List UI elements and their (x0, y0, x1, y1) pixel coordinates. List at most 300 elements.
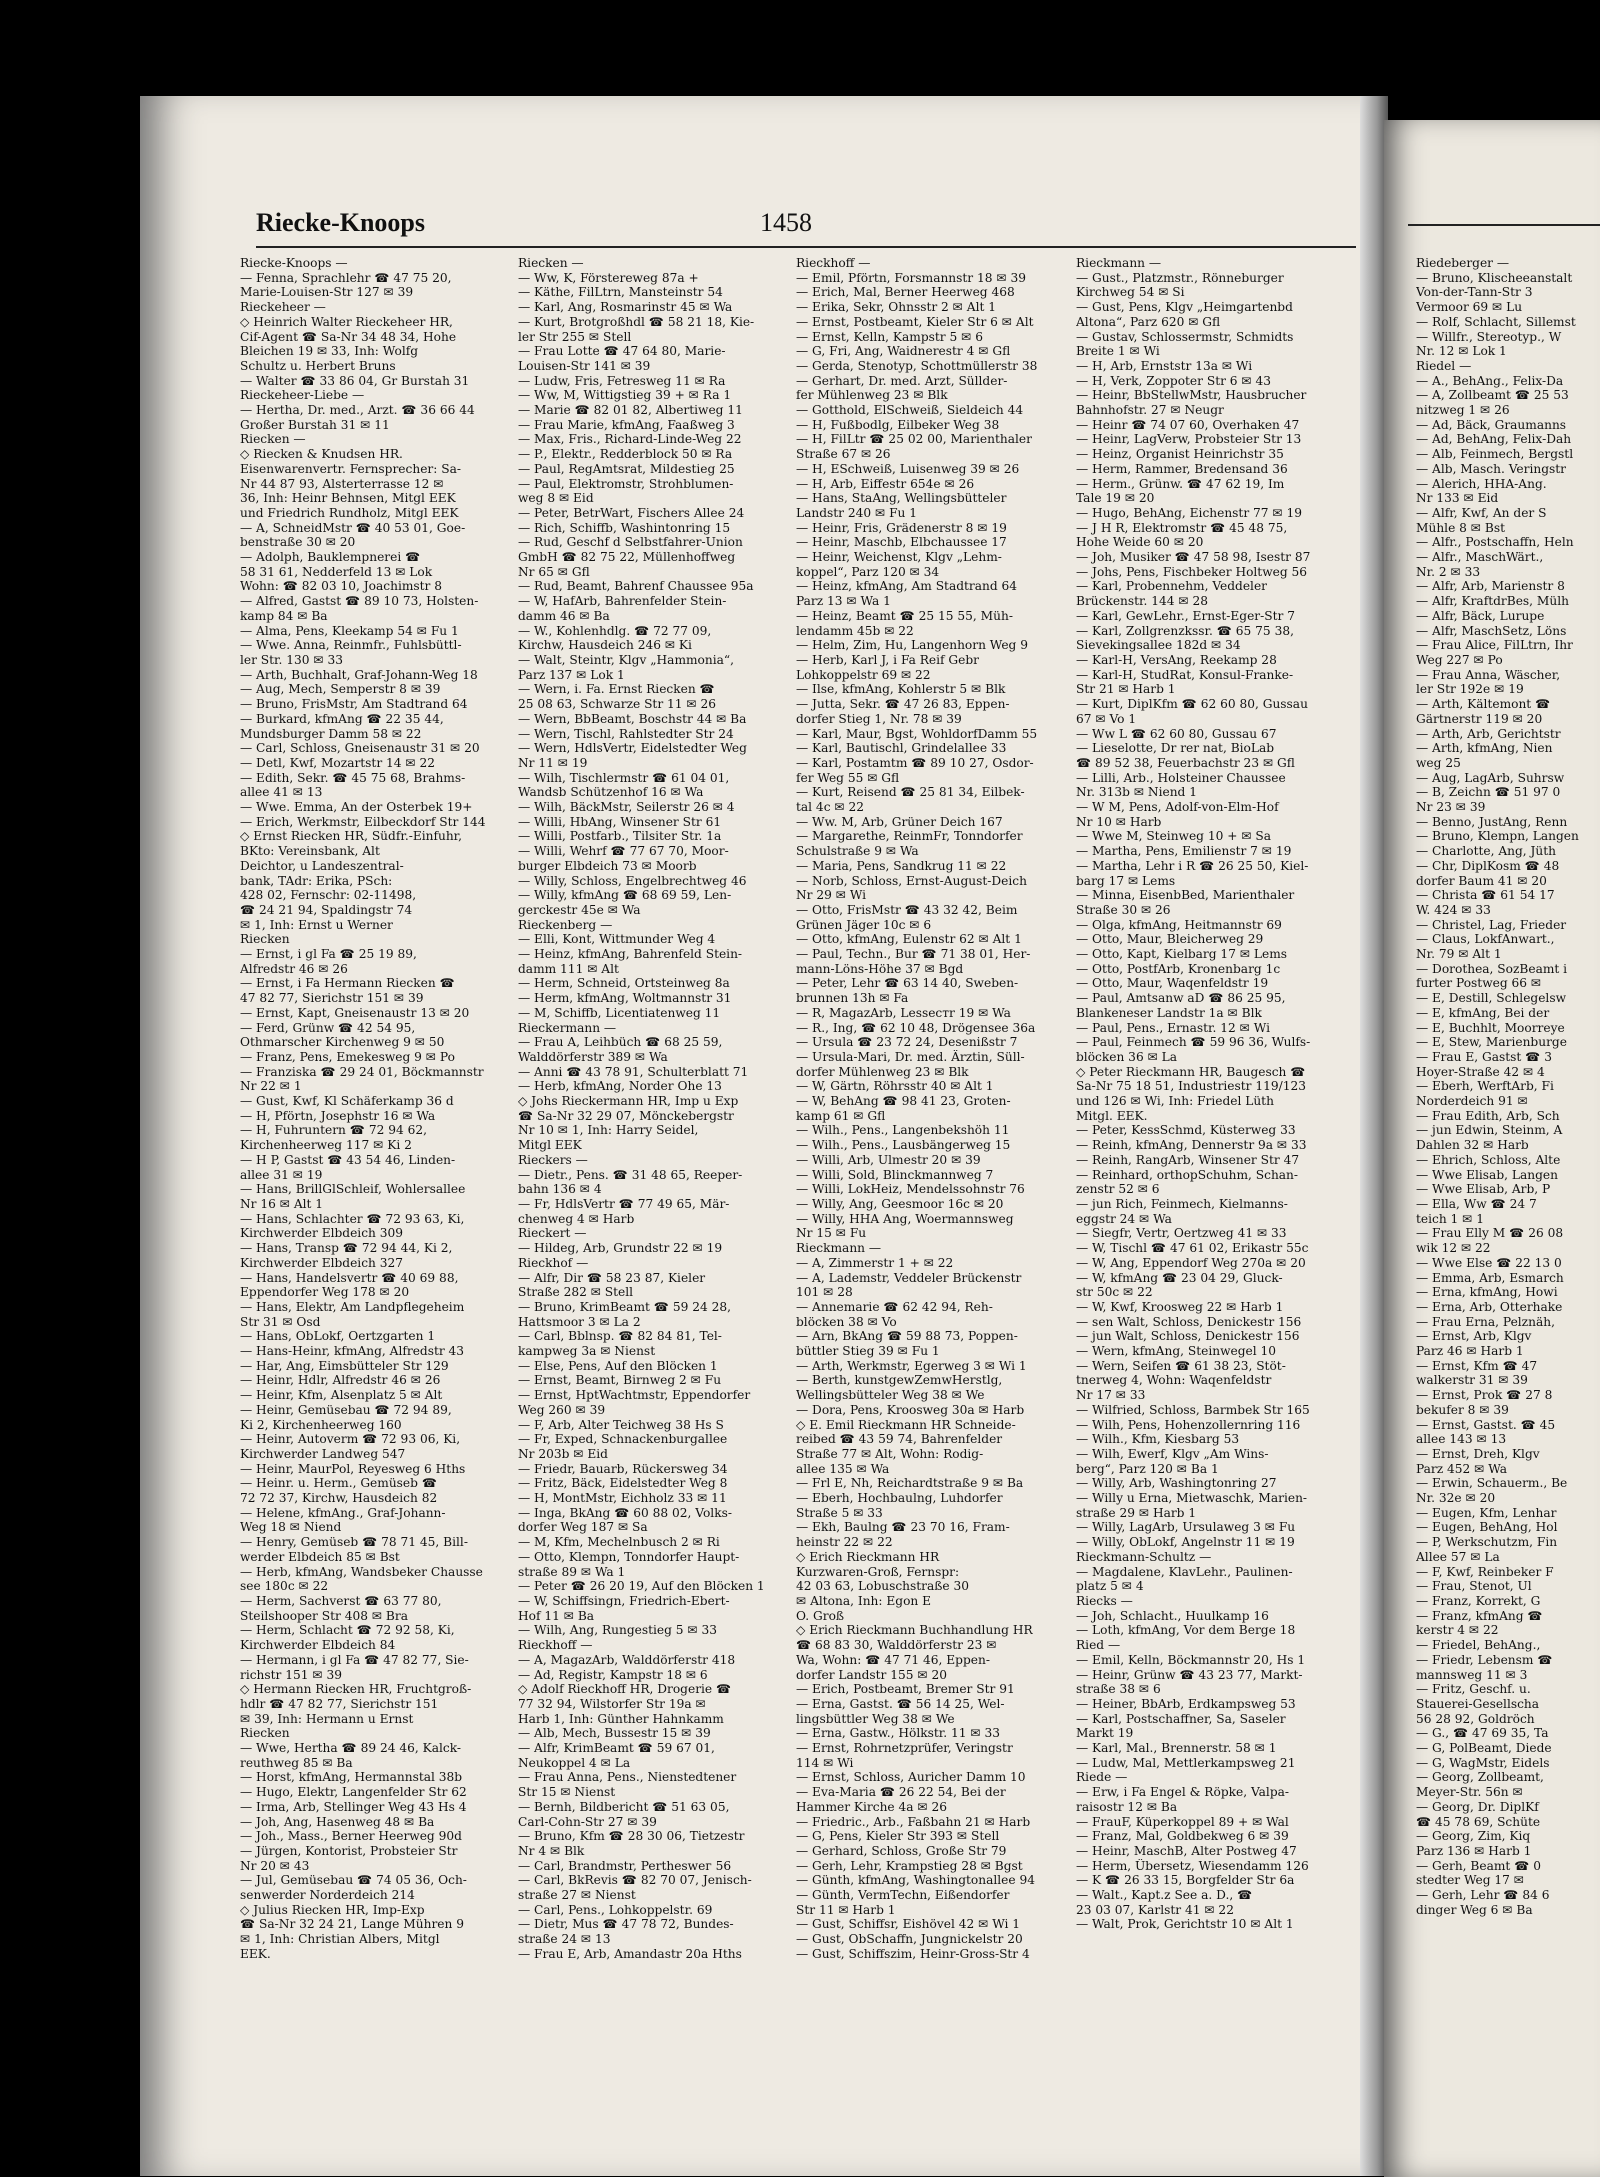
directory-entry-line: — Jul, Gemüsebau ☎ 74 05 36, Och- (240, 1873, 467, 1888)
directory-entry-line: — Ehrich, Schloss, Alte (1416, 1152, 1561, 1167)
directory-entry-line: Nr 65 ✉ Gfl (518, 564, 590, 579)
directory-entry-line: 23 03 07, Karlstr 41 ✉ 22 (1076, 1902, 1234, 1917)
directory-entry-line: — Joh, Ang, Hasenweg 48 ✉ Ba (240, 1814, 435, 1829)
directory-entry-line: — Frl E, Nh, Reichardtstraße 9 ✉ Ba (796, 1476, 1024, 1491)
directory-entry-line: — Herm, Schlacht ☎ 72 92 58, Ki, (240, 1623, 455, 1638)
directory-entry-line: — Wilh, Ewerf, Klgv „Am Wins- (1076, 1446, 1269, 1461)
directory-entry-line: — Gust, Kwf, Kl Schäferkamp 36 d (240, 1094, 454, 1109)
directory-entry-line: dorfer Landstr 155 ✉ 20 (796, 1667, 947, 1682)
directory-entry-line: — Otto, Maur, Waqenfeldstr 19 (1076, 976, 1269, 991)
directory-entry-line: — Karl-H, StudRat, Konsul-Franke- (1076, 667, 1294, 682)
directory-entry-line: 67 ✉ Vo 1 (1076, 711, 1137, 726)
directory-entry-line: Str 11 ✉ Harb 1 (796, 1902, 896, 1917)
directory-entry-line: — A, SchneidMstr ☎ 40 53 01, Goe- (240, 520, 466, 535)
directory-entry-line: — Elli, Kont, Wittmunder Weg 4 (518, 932, 716, 947)
directory-entry-line: — Walt, Steintr, Klgv „Hammonia“, (518, 652, 735, 667)
directory-entry-line: — Gerh, Beamt ☎ 0 (1416, 1858, 1542, 1873)
directory-entry-line: — Carl, Pens., Lohkoppelstr. 69 (518, 1902, 713, 1917)
directory-entry-line: — Har, Ang, Eimsbütteler Str 129 (240, 1358, 449, 1373)
directory-entry-line: — Erich, Werkmstr, Eilbeckdorf Str 144 (240, 814, 486, 829)
directory-entry-line: Vermoor 69 ✉ Lu (1416, 300, 1523, 315)
directory-entry-line: brunnen 13h ✉ Fa (796, 991, 909, 1006)
directory-entry-line: — Wilh, BäckMstr, Seilerstr 26 ✉ 4 (518, 800, 735, 815)
directory-entry-line: reuthweg 85 ✉ Ba (240, 1755, 353, 1770)
directory-entry-line: — F, Kwf, Reinbeker F (1416, 1564, 1554, 1579)
directory-entry-line: — Martha, Lehr i R ☎ 26 25 50, Kiel- (1076, 858, 1309, 873)
directory-entry-line: — Horst, kfmAng, Hermannstal 38b (240, 1770, 463, 1785)
directory-entry-line: — W, Gärtn, Röhrsstr 40 ✉ Alt 1 (796, 1079, 994, 1094)
directory-entry-line: — G., ☎ 47 69 35, Ta (1416, 1726, 1549, 1741)
running-head: Riecke-Knoops (256, 208, 425, 237)
directory-entry-line: Neukoppel 4 ✉ La (518, 1755, 631, 1770)
directory-entry-line: hdlr ☎ 47 82 77, Sierichstr 151 (240, 1696, 439, 1711)
directory-entry-line: ☎ 45 78 69, Schüte (1416, 1814, 1541, 1829)
directory-entry-line: Nr. 79 ✉ Alt 1 (1416, 947, 1502, 962)
directory-entry-line: Wohn: ☎ 82 03 10, Joachimstr 8 (240, 579, 443, 594)
directory-entry-line: — Ernst, Kapt, Gneisenaustr 13 ✉ 20 (240, 1005, 470, 1020)
directory-entry-line: — Gust, ObSchaffn, Jungnickelstr 20 (796, 1932, 1023, 1947)
directory-entry-line: — Alfr, Kwf, An der S (1416, 505, 1547, 520)
directory-entry-line: — K ☎ 26 33 15, Borgfelder Str 6a (1076, 1873, 1295, 1888)
directory-entry-line: — Ernst, i gl Fa ☎ 25 19 89, (240, 947, 417, 962)
directory-entry-line: Deichtor, u Landeszentral- (240, 858, 404, 873)
directory-entry-line: — Herb, kfmAng, Wandsbeker Chausse (240, 1564, 483, 1579)
directory-entry-line: — Fritz, Bäck, Eidelstedter Weg 8 (518, 1476, 728, 1491)
directory-entry-line: Nr 22 ✉ 1 (240, 1079, 302, 1094)
directory-entry-line: — Emma, Arb, Esmarch (1416, 1270, 1564, 1285)
directory-entry-line: — H, Fuhruntern ☎ 72 94 62, (240, 1123, 427, 1138)
directory-entry-line: — Ernst, Beamt, Birnweg 2 ✉ Fu (518, 1373, 722, 1388)
directory-entry-line: Nr 10 ✉ Harb (1076, 814, 1162, 829)
directory-entry-line: — Hans, BrillGlSchleif, Wohlersallee (240, 1182, 466, 1197)
directory-entry-line: tnerweg 4, Wohn: Waqenfeldstr (1076, 1373, 1272, 1388)
directory-entry-line: — Ad, Bäck, Graumanns (1416, 417, 1567, 432)
directory-entry-line: — Rud, Geschf d Selbstfahrer-Union (518, 535, 743, 550)
directory-entry-line: ☎ 24 21 94, Spaldingstr 74 (240, 902, 413, 917)
directory-entry-line: — Heinz, kfmAng, Am Stadtrand 64 (796, 579, 1018, 594)
directory-entry-line: — Herb, kfmAng, Norder Ohe 13 (518, 1079, 722, 1094)
directory-entry-line: — Bruno, Klischeeanstalt (1416, 270, 1573, 285)
directory-entry-line: GmbH ☎ 82 75 22, Müllenhoffweg (518, 550, 736, 565)
directory-entry-line: — Carl, Schloss, Gneisenaustr 31 ✉ 20 (240, 741, 480, 756)
directory-entry-line: — P, Werkschutzm, Fin (1416, 1535, 1558, 1550)
directory-entry-line: — Heinr, LagVerw, Probsteier Str 13 (1076, 432, 1302, 447)
directory-entry-line: 47 82 77, Sierichstr 151 ✉ 39 (240, 991, 424, 1006)
directory-entry-line: — Martha, Pens, Emilienstr 7 ✉ 19 (1076, 844, 1292, 859)
directory-entry-line: Nr 11 ✉ 19 (518, 755, 588, 770)
directory-entry-line: — Frau E, Gastst ☎ 3 (1416, 1049, 1552, 1064)
directory-entry-line: Kirchweg 54 ✉ Si (1076, 285, 1185, 300)
directory-entry-line: Weg 227 ✉ Po (1416, 652, 1503, 667)
directory-entry-line: fer Mühlenweg 23 ✉ Blk (796, 388, 948, 403)
directory-entry-line: — Hildeg, Arb, Grundstr 22 ✉ 19 (518, 1241, 723, 1256)
directory-entry-line: kamp 61 ✉ Gfl (796, 1108, 886, 1123)
directory-entry-line: — Franz, kfmAng ☎ (1416, 1608, 1543, 1623)
directory-entry-line: ◇ Heinrich Walter Rieckeheer HR, (240, 314, 453, 329)
directory-entry-line: dorfer Baum 41 ✉ 20 (1416, 873, 1547, 888)
directory-entry-line: Straße 67 ✉ 26 (796, 447, 891, 462)
directory-entry-line: dorfer Stieg 1, Nr. 78 ✉ 39 (796, 711, 962, 726)
directory-entry-line: walkerstr 31 ✉ 39 (1416, 1373, 1528, 1388)
directory-entry-line: — Anni ☎ 43 78 91, Schulterblatt 71 (518, 1064, 749, 1079)
directory-entry-line: — Ww L ☎ 62 60 80, Gussau 67 (1076, 726, 1277, 741)
directory-entry-line: — R, MagazArb, Lessестr 19 ✉ Wa (796, 1005, 1011, 1020)
directory-entry-line: ☎ Sa-Nr 32 24 21, Lange Mühren 9 (240, 1917, 464, 1932)
directory-entry-line: 72 72 37, Kirchw, Hausdeich 82 (240, 1491, 438, 1506)
directory-entry-line: — Gerh, Lehr, Krampstieg 28 ✉ Bgst (796, 1858, 1023, 1873)
directory-entry-line: — Franz, Pens, Emekesweg 9 ✉ Po (240, 1049, 455, 1064)
directory-entry-line: Rieckeheer-Liebe — (240, 388, 365, 403)
directory-entry-line: nitzweg 1 ✉ 26 (1416, 403, 1510, 418)
directory-entry-line: — Friedr, Lebensm ☎ (1416, 1652, 1553, 1667)
directory-entry-line: — Erna, kfmAng, Howi (1416, 1285, 1558, 1300)
directory-entry-line: richstr 151 ✉ 39 (240, 1667, 342, 1682)
page-header (256, 208, 1356, 244)
directory-entry-line: Kurzwaren-Groß, Fernspr: (796, 1564, 960, 1579)
directory-entry-line: — Hertha, Dr. med., Arzt. ☎ 36 66 44 (240, 403, 475, 418)
directory-entry-line: Landstr 240 ✉ Fu 1 (796, 505, 918, 520)
directory-entry-line: — Berth, kunstgewZemwHerstlg, (796, 1373, 1003, 1388)
directory-entry-line: — E, Destill, Schlegelsw (1416, 991, 1567, 1006)
directory-entry-line: — Walt., Kapt.z See a. D., ☎ (1076, 1888, 1253, 1903)
directory-entry-line: — Karl, Zollgrenzkssr. ☎ 65 75 38, (1076, 623, 1294, 638)
directory-entry-line: Nr 44 87 93, Alsterterrasse 12 ✉ (240, 476, 444, 491)
directory-entry-line: — Willy, ObLokf, Angelnstr 11 ✉ 19 (1076, 1535, 1295, 1550)
directory-entry-line: — A, MagazArb, Walddörferstr 418 (518, 1652, 736, 1667)
directory-entry-line: — A, Lademstr, Veddeler Brückenstr (796, 1270, 1022, 1285)
directory-entry-line: — Herm, Rammer, Bredensand 36 (1076, 461, 1288, 476)
directory-entry-line: — Aug, LagArb, Suhrsw (1416, 770, 1565, 785)
directory-entry-line: Riedel — (1416, 358, 1472, 373)
directory-entry-line: — Hans, Schlachter ☎ 72 93 63, Ki, (240, 1211, 465, 1226)
directory-entry-line: chenweg 4 ✉ Harb (518, 1211, 635, 1226)
directory-entry-line: ◇ Julius Riecken HR, Imp-Exp (240, 1902, 425, 1917)
directory-entry-line: — Margarethe, ReinmFr, Tonndorfer (796, 829, 1023, 844)
directory-entry-line: — Alfred, Gastst ☎ 89 10 73, Holsten- (240, 594, 479, 609)
directory-entry-line: — Chr, DiplKosm ☎ 48 (1416, 858, 1560, 873)
directory-entry-line: Kirchwerder Elbdeich 309 (240, 1226, 404, 1241)
directory-entry-line: — Fenna, Sprachlehr ☎ 47 75 20, (240, 270, 452, 285)
directory-entry-line: ✉ 1, Inh: Ernst u Werner (240, 917, 393, 932)
directory-entry-line: — Bruno, Klempn, Langen (1416, 829, 1579, 844)
directory-entry-line: 101 ✉ 28 (796, 1285, 853, 1300)
directory-entry-line: — Kurt, Reisend ☎ 25 81 34, Eilbek- (796, 785, 1025, 800)
directory-entry-line: heinstr 22 ✉ 22 (796, 1535, 893, 1550)
directory-entry-line: mannsweg 11 ✉ 3 (1416, 1667, 1528, 1682)
directory-entry-line: — W, Schiffsingn, Friedrich-Ebert- (518, 1593, 730, 1608)
directory-entry-line: — jun Edwin, Steinm, A (1416, 1123, 1563, 1138)
directory-entry-line: — Franziska ☎ 29 24 01, Böckmannstr (240, 1064, 484, 1079)
directory-entry-line: Mühle 8 ✉ Bst (1416, 520, 1505, 535)
directory-entry-line: ◇ Erich Rieckmann Buchhandlung HR (796, 1623, 1033, 1638)
directory-entry-line: — Inga, BkAng ☎ 60 88 02, Volks- (518, 1505, 732, 1520)
directory-entry-line: — H, Fußbodlg, Eilbeker Weg 38 (796, 417, 1000, 432)
directory-entry-line: Walddörferstr 389 ✉ Wa (518, 1049, 668, 1064)
directory-entry-line: — Charlotte, Ang, Jüth (1416, 844, 1557, 859)
directory-entry-line: — Karl, Probennehm, Veddeler (1076, 579, 1267, 594)
directory-entry-line: Harb 1, Inh: Günther Hahnkamm (518, 1711, 724, 1726)
directory-entry-line: Rieckmann — (796, 1241, 882, 1256)
directory-entry-line: — H, Pförtn, Josephstr 16 ✉ Wa (240, 1108, 436, 1123)
directory-entry-line: — Magdalene, KlavLehr., Paulinen- (1076, 1564, 1293, 1579)
directory-entry-line: — Ernst, Arb, Klgv (1416, 1329, 1532, 1344)
directory-entry-line: — Frau Anna, Wäscher, (1416, 667, 1561, 682)
directory-entry-line: Straße 30 ✉ 26 (1076, 902, 1171, 917)
directory-entry-line: — M, Schiffb, Licentiatenweg 11 (518, 1005, 721, 1020)
directory-entry-line: barg 17 ✉ Lems (1076, 873, 1176, 888)
directory-entry-line: mann-Löns-Höhe 37 ✉ Bgd (796, 961, 964, 976)
directory-entry-line: — Willi, HbAng, Winsener Str 61 (518, 814, 722, 829)
directory-entry-line: — Otto, Klempn, Tonndorfer Haupt- (518, 1549, 740, 1564)
directory-entry-line: Parz 452 ✉ Wa (1416, 1461, 1507, 1476)
directory-entry-line: 36, Inh: Heinr Behnsen, Mitgl EEK (240, 491, 456, 506)
directory-entry-line: — A, Zollbeamt ☎ 25 53 (1416, 388, 1569, 403)
directory-entry-line: dorfer Mühlenweg 23 ✉ Blk (796, 1064, 969, 1079)
directory-entry-line: — FrauF, Küperkoppel 89 + ✉ Wal (1076, 1814, 1289, 1829)
directory-entry-line: — Dietr, Mus ☎ 47 78 72, Bundes- (518, 1917, 734, 1932)
directory-entry-line: — Ernst, Prok ☎ 27 8 (1416, 1388, 1553, 1403)
directory-entry-line: — Käthe, FilLtrn, Mansteinstr 54 (518, 285, 723, 300)
directory-entry-line: allee 41 ✉ 13 (240, 785, 323, 800)
directory-entry-line: — Franz, Mal, Goldbekweg 6 ✉ 39 (1076, 1829, 1289, 1844)
directory-entry-line: — H, ESchweiß, Luisenweg 39 ✉ 26 (796, 461, 1020, 476)
directory-entry-line: — M, Kfm, Mechelnbusch 2 ✉ Ri (518, 1535, 720, 1550)
directory-entry-line: allee 135 ✉ Wa (796, 1461, 890, 1476)
directory-entry-line: — Claus, LokfAnwart., (1416, 932, 1555, 947)
directory-entry-line: — Ernst, Dreh, Klgv (1416, 1446, 1540, 1461)
directory-entry-line: — Paul, Feinmech ☎ 59 96 36, Wulfs- (1076, 1035, 1311, 1050)
directory-entry-line: Rieckhoff — (796, 256, 871, 270)
directory-entry-line: — Alfr, Arb, Marienstr 8 (1416, 579, 1565, 594)
directory-entry-line: — Fr, HdlsVertr ☎ 77 49 65, Mär- (518, 1197, 730, 1211)
directory-entry-line: Rieckhoff — (518, 1638, 593, 1653)
directory-entry-line: koppel“, Parz 120 ✉ 34 (796, 564, 940, 579)
directory-entry-line: — Irma, Arb, Stellinger Weg 43 Hs 4 (240, 1799, 467, 1814)
directory-entry-line: — H, Arb, Eiffestr 654e ✉ 26 (796, 476, 975, 491)
directory-entry-line: — G, PolBeamt, Diede (1416, 1741, 1552, 1756)
directory-entry-line: Wa, Wohn: ☎ 47 71 46, Eppen- (796, 1652, 990, 1667)
directory-entry-line: Riecken (240, 1726, 290, 1741)
directory-entry-line: — Karl, Postschaffner, Sa, Saseler (1076, 1711, 1286, 1726)
directory-entry-line: — Frau Elly M ☎ 26 08 (1416, 1226, 1564, 1241)
directory-entry-line: — Herb, Karl J, i Fa Reif Gebr (796, 652, 979, 667)
directory-entry-line: O. Groß (796, 1608, 845, 1623)
directory-entry-line: Straße 77 ✉ Alt, Wohn: Rodig- (796, 1446, 984, 1461)
directory-entry-line: — Marie ☎ 82 01 82, Albertiweg 11 (518, 403, 743, 418)
directory-entry-line: — H, MontMstr, Eichholz 33 ✉ 11 (518, 1491, 727, 1506)
directory-entry-line: — Reinh, kfmAng, Dennerstr 9a ✉ 33 (1076, 1138, 1307, 1153)
directory-entry-line: — Heinr, Fris, Grädenerstr 8 ✉ 19 (796, 520, 1007, 535)
directory-entry-line: Parz 46 ✉ Harb 1 (1416, 1344, 1524, 1359)
directory-entry-line: — R., Ing, ☎ 62 10 48, Drögensee 36a (796, 1020, 1036, 1035)
directory-entry-line: — Herm, Schneid, Ortsteinweg 8a (518, 976, 730, 991)
directory-entry-line: — Eberh, Hochbaulng, Luhdorfer (796, 1491, 1003, 1506)
directory-entry-line: — Erna, Arb, Otterhake (1416, 1299, 1563, 1314)
directory-entry-line: Str 31 ✉ Osd (240, 1314, 321, 1329)
directory-entry-line: — Ad, Registr, Kampstr 18 ✉ 6 (518, 1667, 708, 1682)
directory-entry-line: — Hans, Handelsvertr ☎ 40 69 88, (240, 1270, 459, 1285)
directory-entry-line: — Otto, PostfArb, Kronenbarg 1c (1076, 961, 1281, 976)
directory-entry-line: — Paul, Pens., Ernastr. 12 ✉ Wi (1076, 1020, 1270, 1035)
directory-entry-line: ler Str 255 ✉ Stell (518, 329, 632, 344)
directory-entry-line: Riecken — (240, 432, 306, 447)
directory-entry-line: — Wwe, Hertha ☎ 89 24 46, Kalck- (240, 1741, 461, 1756)
directory-entry-line: — E, Buchhlt, Moorreye (1416, 1020, 1565, 1035)
directory-entry-line: — Willy, kfmAng ☎ 68 69 59, Len- (518, 888, 732, 903)
directory-entry-line: — Ernst, Rohrnetzprüfer, Veringstr (796, 1741, 1013, 1756)
page-number: 1458 (760, 208, 812, 237)
directory-entry-line: senwerder Norderdeich 214 (240, 1888, 415, 1903)
directory-entry-line: — Jutta, Sekr. ☎ 47 26 83, Eppen- (796, 697, 1010, 712)
directory-entry-line: tal 4c ✉ 22 (796, 800, 864, 815)
directory-entry-line: see 180c ✉ 22 (240, 1579, 329, 1594)
directory-entry-line: Nr. 12 ✉ Lok 1 (1416, 344, 1507, 359)
directory-entry-line: Cif-Agent ☎ Sa-Nr 34 48 34, Hohe (240, 329, 457, 344)
directory-entry-line: ☎ Sa-Nr 32 29 07, Mönckebergstr (518, 1108, 734, 1123)
directory-entry-line: bekufer 8 ✉ 39 (1416, 1402, 1509, 1417)
directory-entry-line: straße 89 ✉ Wa 1 (518, 1564, 626, 1579)
directory-entry-line: — Arn, BkAng ☎ 59 88 73, Poppen- (796, 1329, 1018, 1344)
directory-entry-line: — Willi, Sold, Blinckmannweg 7 (796, 1167, 994, 1182)
directory-entry-line: — Karl, GewLehr., Ernst-Eger-Str 7 (1076, 608, 1295, 623)
directory-entry-line: — W M, Pens, Adolf-von-Elm-Hof (1076, 800, 1279, 815)
directory-entry-line: — Otto, Maur, Bleicherweg 29 (1076, 932, 1264, 947)
directory-entry-line: — Walt, Prok, Gerichtstr 10 ✉ Alt 1 (1076, 1917, 1294, 1932)
directory-entry-line: — A., BehAng., Felix-Da (1416, 373, 1564, 388)
directory-entry-line: — Maria, Pens, Sandkrug 11 ✉ 22 (796, 858, 1007, 873)
directory-entry-line: — Gust, Schiffszim, Heinr-Gross-Str 4 (796, 1946, 1030, 1961)
directory-entry-line: Altona“, Parz 620 ✉ Gfl (1076, 314, 1221, 329)
directory-entry-line: dorfer Weg 187 ✉ Sa (518, 1520, 648, 1535)
directory-entry-line: burger Elbdeich 73 ✉ Moorb (518, 858, 697, 873)
directory-entry-line: 77 32 94, Wilstorfer Str 19a ✉ (518, 1696, 706, 1711)
directory-entry-line: Meyer-Str. 56n ✉ (1416, 1785, 1523, 1800)
directory-entry-line: — Gotthold, ElSchweiß, Sieldeich 44 (796, 403, 1024, 418)
directory-entry-line: — Hugo, BehAng, Eichenstr 77 ✉ 19 (1076, 505, 1303, 520)
directory-entry-line: teich 1 ✉ 1 (1416, 1211, 1485, 1226)
directory-entry-line: Lohkoppelstr 69 ✉ 22 (796, 667, 931, 682)
directory-entry-line: — H, FilLtr ☎ 25 02 00, Marienthaler (796, 432, 1032, 447)
directory-entry-line: furter Postweg 66 ✉ (1416, 976, 1542, 991)
directory-entry-line: — Dietr., Pens. ☎ 31 48 65, Reeper- (518, 1167, 743, 1182)
directory-entry-line: damm 111 ✉ Alt (518, 961, 619, 976)
directory-entry-line: — A, Zimmerstr 1 + ✉ 22 (796, 1255, 954, 1270)
directory-entry-line: — Karl, Ang, Rosmarinstr 45 ✉ Wa (518, 300, 733, 315)
directory-entry-line: weg 25 (1416, 755, 1461, 770)
directory-entry-line: kerstr 4 ✉ 22 (1416, 1623, 1499, 1638)
directory-entry-line: — Paul, Techn., Bur ☎ 71 38 01, Her- (796, 947, 1031, 962)
directory-entry-line: — jun Walt, Schloss, Denickestr 156 (1076, 1329, 1300, 1344)
directory-entry-line: ◇ Peter Rieckmann HR, Baugesch ☎ (1076, 1064, 1306, 1079)
directory-entry-line: — Rich, Schiffb, Washintonring 15 (518, 520, 731, 535)
directory-entry-line: 56 28 92, Goldröch (1416, 1711, 1535, 1726)
directory-entry-line: — Burkard, kfmAng ☎ 22 35 44, (240, 711, 444, 726)
directory-entry-line: — Otto, FrisMstr ☎ 43 32 42, Beim (796, 902, 1018, 917)
directory-entry-line: Nr 16 ✉ Alt 1 (240, 1197, 324, 1211)
directory-entry-line: — Herm., Grünw. ☎ 47 62 19, Im (1076, 476, 1285, 491)
directory-entry-line: ◇ Adolf Rieckhoff HR, Drogerie ☎ (518, 1682, 732, 1697)
directory-entry-line: — Frau Alice, FilLtrn, Ihr (1416, 638, 1573, 653)
directory-entry-line: Riecks — (1076, 1593, 1133, 1608)
directory-entry-line: — Minna, EisenbBed, Marienthaler (1076, 888, 1295, 903)
directory-entry-line: Von-der-Tann-Str 3 (1416, 285, 1533, 300)
directory-entry-line: — Ludw, Fris, Fetresweg 11 ✉ Ra (518, 373, 726, 388)
directory-entry-line: — Frau A, Leihbüch ☎ 68 25 59, (518, 1035, 723, 1050)
directory-entry-line: — Bruno, FrisMstr, Am Stadtrand 64 (240, 697, 468, 712)
directory-entry-line: — Alma, Pens, Kleekamp 54 ✉ Fu 1 (240, 623, 459, 638)
directory-entry-line: allee 31 ✉ 19 (240, 1167, 323, 1182)
directory-entry-line: lingsbüttler Weg 38 ✉ We (796, 1711, 955, 1726)
directory-entry-line: — Georg, Dr. DiplKf (1416, 1799, 1539, 1814)
directory-entry-line: Riede — (1076, 1770, 1128, 1785)
directory-entry-line: Steilshooper Str 408 ✉ Bra (240, 1608, 408, 1623)
directory-entry-line: — Paul, RegAmtsrat, Mildestieg 25 (518, 461, 735, 476)
directory-entry-line: — Johs, Pens, Fischbeker Holtweg 56 (1076, 564, 1308, 579)
directory-entry-line: 25 08 63, Schwarze Str 11 ✉ 26 (518, 697, 716, 712)
directory-entry-line: — Willy u Erna, Mietwaschk, Marien- (1076, 1491, 1308, 1506)
directory-entry-line: Kirchwerder Elbdeich 327 (240, 1255, 404, 1270)
directory-entry-line: Eppendorfer Weg 178 ✉ 20 (240, 1285, 410, 1300)
directory-entry-line: 428 02, Fernschr: 02-11498, (240, 888, 417, 903)
directory-entry-line: — Hans-Heinr, kfmAng, Alfredstr 43 (240, 1344, 465, 1359)
directory-entry-line: straße 29 ✉ Harb 1 (1076, 1505, 1197, 1520)
directory-entry-line: — Gerhart, Dr. med. Arzt, Süllder- (796, 373, 1008, 388)
directory-entry-line: — Alfr, KrimBeamt ☎ 59 67 01, (518, 1741, 715, 1756)
directory-entry-line: ✉ 39, Inh: Hermann u Ernst (240, 1711, 414, 1726)
directory-entry-line: Brückenstr. 144 ✉ 28 (1076, 594, 1209, 609)
directory-column-4 (1076, 256, 1358, 1932)
directory-entry-line: Str 15 ✉ Nienst (518, 1785, 616, 1800)
directory-entry-line: — Reinh, RangArb, Winsener Str 47 (1076, 1152, 1300, 1167)
directory-entry-line: — Wern, Seifen ☎ 61 38 23, Stöt- (1076, 1358, 1286, 1373)
directory-entry-line: Nr 10 ✉ 1, Inh: Harry Seidel, (518, 1123, 699, 1138)
directory-entry-line: — H P, Gastst ☎ 43 54 46, Linden- (240, 1152, 456, 1167)
directory-entry-line: — G, Fri, Ang, Waidnerestr 4 ✉ Gfl (796, 344, 1011, 359)
directory-entry-line: Rieckmann — (1076, 256, 1162, 270)
directory-entry-line: ✉ 1, Inh: Christian Albers, Mitgl (240, 1932, 440, 1947)
directory-entry-line: Rieckermann — (518, 1020, 617, 1035)
directory-entry-line: Mundsburger Damm 58 ✉ 22 (240, 726, 422, 741)
directory-entry-line: — Helene, kfmAng., Graf-Johann- (240, 1505, 446, 1520)
directory-entry-line: — Erwin, Schauerm., Be (1416, 1476, 1568, 1491)
directory-entry-line: ◇ Erich Rieckmann HR (796, 1549, 940, 1564)
directory-entry-line: — W, Ang, Eppendorf Weg 270a ✉ 20 (1076, 1255, 1306, 1270)
directory-entry-line: kampweg 3a ✉ Nienst (518, 1344, 656, 1359)
directory-entry-line: Riecken (240, 932, 290, 947)
directory-entry-line: — G, WagMstr, Eidels (1416, 1755, 1550, 1770)
directory-entry-line: — Dora, Pens, Krooswеg 30a ✉ Harb (796, 1402, 1025, 1417)
directory-entry-line: Hattsmoor 3 ✉ La 2 (518, 1314, 641, 1329)
directory-entry-line: — E, kfmAng, Bei der (1416, 1005, 1550, 1020)
directory-entry-line: — Max, Fris., Richard-Linde-Weg 22 (518, 432, 742, 447)
directory-entry-line: Sievekingsallee 182d ✉ 34 (1076, 638, 1241, 653)
directory-entry-line: wik 12 ✉ 22 (1416, 1241, 1491, 1256)
directory-entry-line: — Wern, i. Fa. Ernst Riecken ☎ (518, 682, 715, 697)
next-page-header-rule (1408, 224, 1600, 226)
directory-entry-line: — Willy, Arb, Washingtonring 27 (1076, 1476, 1277, 1491)
directory-entry-line: — Bruno, KrimBeamt ☎ 59 24 28, (518, 1299, 731, 1314)
directory-entry-line: — Wilh., Pens., Lausbängerweg 15 (796, 1138, 1011, 1153)
directory-entry-line: — Willi, Arb, Ulmestr 20 ✉ 39 (796, 1152, 981, 1167)
directory-entry-line: — Erna, Gastw., Hölkstr. 11 ✉ 33 (796, 1726, 1001, 1741)
directory-entry-line: — Ad, BehAng, Felix-Dah (1416, 432, 1572, 447)
directory-entry-line: — W, HafArb, Bahrenfelder Stein- (518, 594, 727, 609)
directory-entry-line: — E, Stew, Marienburge (1416, 1035, 1567, 1050)
directory-entry-line: — Adolph, Bauklempnerei ☎ (240, 550, 421, 565)
directory-entry-line: ☎ 68 83 30, Walddörferstr 23 ✉ (796, 1638, 997, 1653)
directory-entry-line: Hoyer-Straße 42 ✉ 4 (1416, 1064, 1545, 1079)
directory-entry-line: — Franz, Korrekt, G (1416, 1593, 1541, 1608)
